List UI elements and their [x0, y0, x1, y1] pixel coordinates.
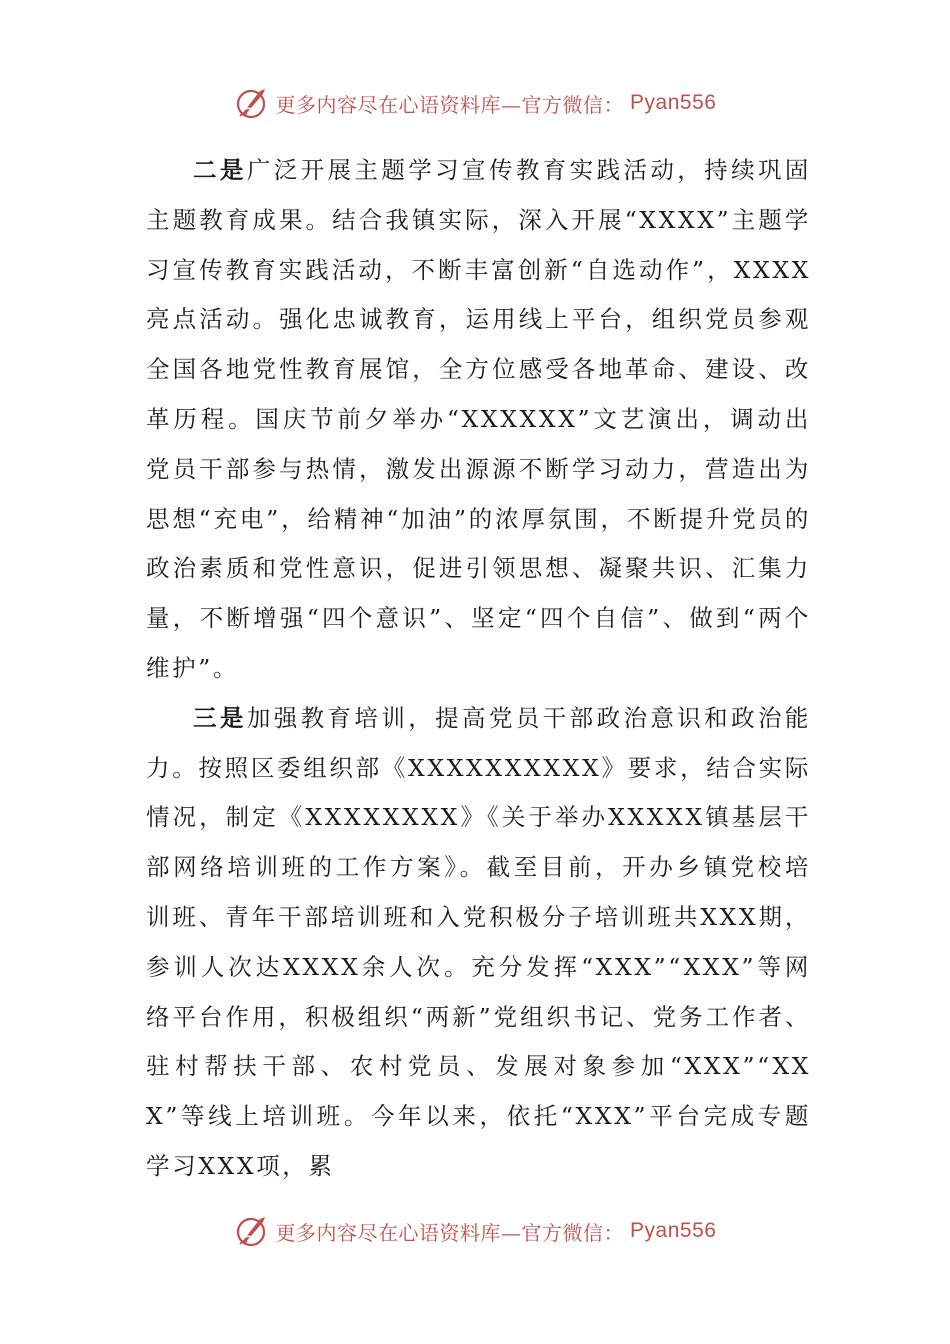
paragraph-three — [146, 694, 811, 1192]
quill-pen-logo-icon — [234, 85, 270, 121]
paragraph-text: 广泛开展主题学习宣传教育实践活动，持续巩固主题教育成果。结合我镇实际，深入开展“XXXX”主题学习宣传教育实践活动，不断丰富创新“自选动作”，XXXX亮点活动。强化忠诚教育，运用线上平台，组织党员参观全国各地党性教育展馆，全方位感受各地革命、建设、改革历程。国庆节前夕举办“XXXXXX”文艺演出，调动出党员干部参与热情，激发出源源不断学习动力，营造出为思想“充电”，给精神“加油”的浓厚氛围，不断提升党员的政治素质和党性意识，促进引领思想、凝聚共识、汇集力量，不断增强“四个意识”、坚定“四个自信”、做到“两个维护”。 — [146, 156, 811, 682]
document-body — [146, 146, 811, 1192]
paragraph-lead: 三是 — [193, 703, 247, 732]
paragraph-lead: 二是 — [193, 156, 247, 184]
watermark-wechat-id: Pyan556 — [630, 1219, 717, 1242]
paragraph-text: 加强教育培训，提高党员干部政治意识和政治能力。按照区委组织部《XXXXXXXXXX》要求，结合实际情况，制定《XXXXXXXX》《关于举办XXXXX镇基层干部网络培训班的工作方案》。截至目前，开办乡镇党校培训班、青年干部培训班和入党积极分子培训班共XXX期，参训人次达XXXX余人次。充分发挥“XXX”“XXX”等网络平台作用，积极组织“两新”党组织书记、党务工作者、驻村帮扶干部、农村党员、发展对象参加“XXX”“XXX”等线上培训班。今年以来，依托“XXX”平台完成专题学习XXX项，累 — [146, 703, 811, 1180]
watermark-text: 更多内容尽在心语资料库—官方微信： — [275, 1220, 625, 1245]
quill-pen-logo-icon — [234, 1213, 270, 1249]
watermark-wechat-id: Pyan556 — [630, 91, 717, 114]
header-watermark-banner — [0, 78, 950, 128]
watermark-text: 更多内容尽在心语资料库—官方微信： — [275, 92, 625, 117]
paragraph-two — [146, 146, 811, 694]
footer-watermark-banner — [0, 1206, 950, 1256]
